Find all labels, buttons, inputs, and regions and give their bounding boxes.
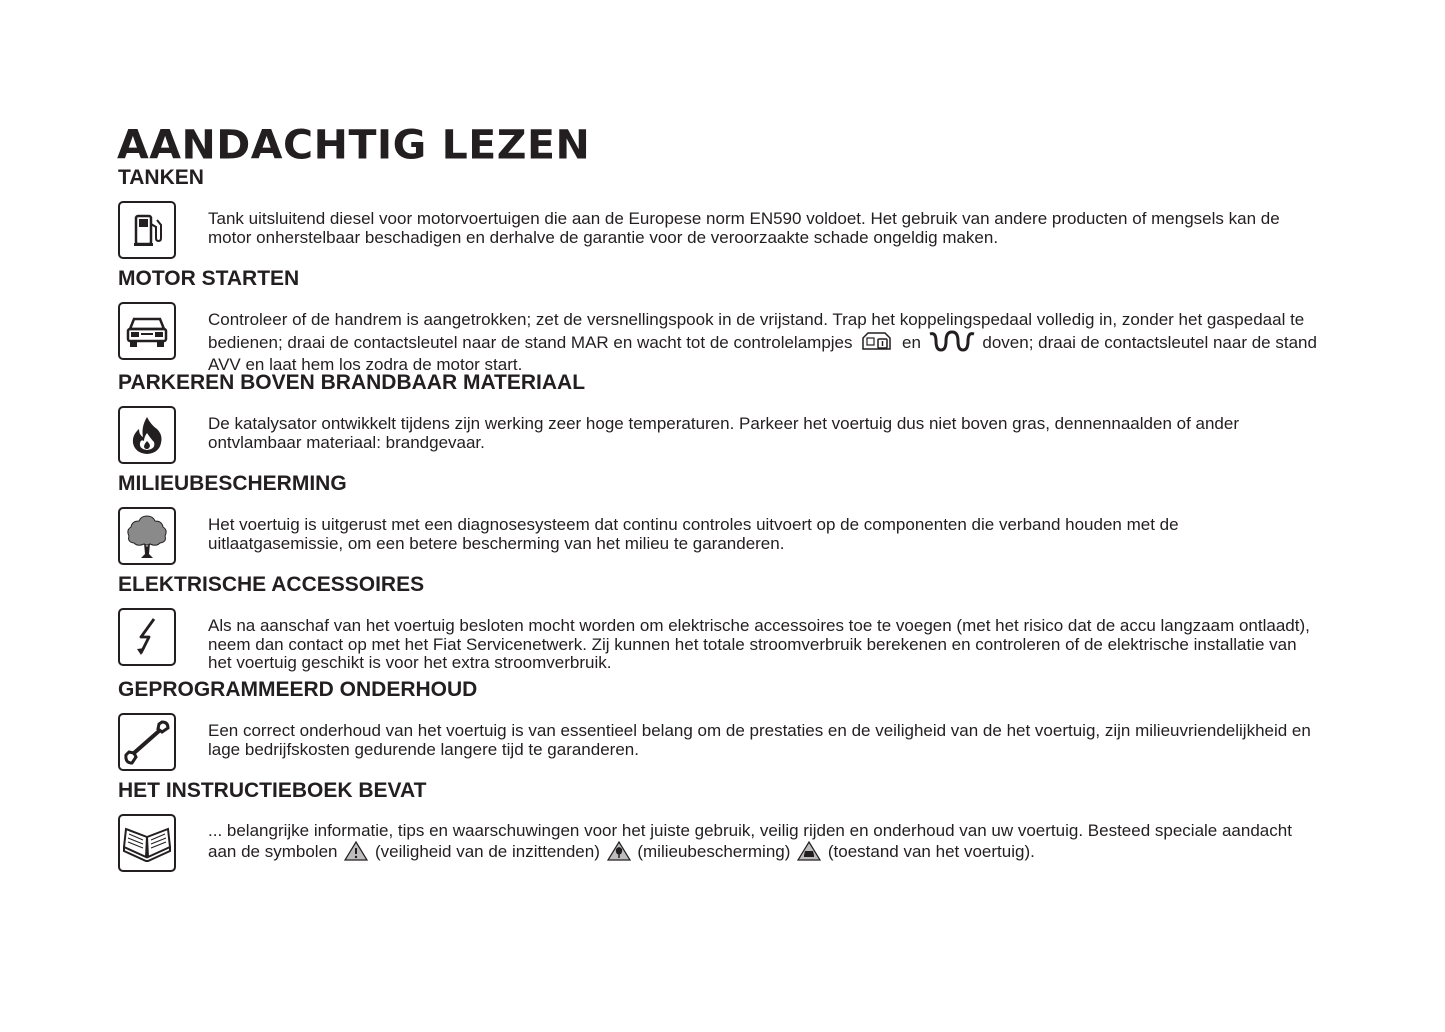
section-heading-elektrische-accessoires: ELEKTRISCHE ACCESSOIRES [118,573,425,596]
section-heading-milieubescherming: MILIEUBESCHERMING [118,472,347,495]
motor-starten-text-part2: en [901,332,921,352]
fuel-pump-icon [118,201,176,259]
paragraph-motor-starten [208,311,1318,375]
paragraph-instructieboek [208,822,1318,865]
paragraph-tanken: Tank uitsluitend diesel voor motorvoertuigen die aan de Europese norm EN590 voldoet. Het gebruik van andere producten of mengsels kan de motor onherstelbaar beschadigen en derhalve de garantie voor de veroorzaakte schade ongeldig maken. [208,209,1280,247]
paragraph-parkeren: De katalysator ontwikkelt tijdens zijn werking zeer hoge temperaturen. Parkeer het voertuig dus niet boven gras, dennennaalden of ander ontvlambaar materiaal: brandgevaar. [208,414,1239,452]
open-book-icon [118,814,176,872]
paragraph-geprogrammeerd-onderhoud: Een correct onderhoud van het voertuig is van essentieel belang om de prestaties en de veiligheid van de het voertuig, zijn milieuvriendelijkheid en lage bedrijfskosten gedurende langere tijd te garanderen. [208,721,1311,759]
instructieboek-text-part1: ... belangrijke informatie, tips en waarschuwingen voor het juiste gebruik, veilig rijden en onderhoud van uw voertuig. Besteed speciale aandacht aan de symbolen [208,821,1292,861]
section-heading-parkeren: PARKEREN BOVEN BRANDBAAR MATERIAAL [118,371,586,394]
motor-starten-text-part3: doven; draai de contactsleutel naar de stand AVV en laat hem los zodra de motor start. [208,332,1317,374]
instructieboek-text-part4: (toestand van het voertuig). [827,841,1035,861]
warning-environment-icon [607,841,631,866]
page-title: AANDACHTIG LEZEN [117,121,591,169]
warning-vehicle-icon [797,841,821,866]
wrench-icon [118,713,176,771]
section-heading-tanken: TANKEN [118,166,204,189]
glow-plug-icon [928,330,976,357]
immobilizer-warning-icon [859,330,895,357]
tree-icon [118,507,176,565]
lightning-icon [118,608,176,666]
flame-icon [118,406,176,464]
section-heading-geprogrammeerd-onderhoud: GEPROGRAMMEERD ONDERHOUD [118,678,478,701]
instructieboek-text-part2: (veiligheid van de inzittenden) [374,841,600,861]
section-heading-motor-starten: MOTOR STARTEN [118,267,300,290]
motor-starten-text-part1: Controleer of de handrem is aangetrokken; zet de versnellingspook in de vrijstand. Trap het koppelingspedaal volledig in, zonder het gaspedaal te bedienen; draai de contactsleutel naar de stand MAR en wacht tot de controlelampjes [208,310,1305,352]
car-front-icon [118,302,176,360]
instructieboek-text-part3: (milieubescherming) [637,841,791,861]
section-heading-instructieboek: HET INSTRUCTIEBOEK BEVAT [118,779,427,802]
paragraph-milieubescherming: Het voertuig is uitgerust met een diagnosesysteem dat continu controles uitvoert op de componenten die verband houden met de uitlaatgasemissie, om een betere bescherming van het milieu te garanderen. [208,515,1179,553]
warning-occupants-icon [344,841,368,866]
paragraph-elektrische-accessoires: Als na aanschaf van het voertuig besloten mocht worden om elektrische accessoires toe te voegen (met het risico dat de accu langzaam ontlaadt), neem dan contact op met het Fiat Servicenetwerk. Zij kunnen het totale stroomverbruik berekenen en controleren of de elektrische installatie van het voertuig geschikt is voor het extra stroomverbruik. [208,616,1310,672]
